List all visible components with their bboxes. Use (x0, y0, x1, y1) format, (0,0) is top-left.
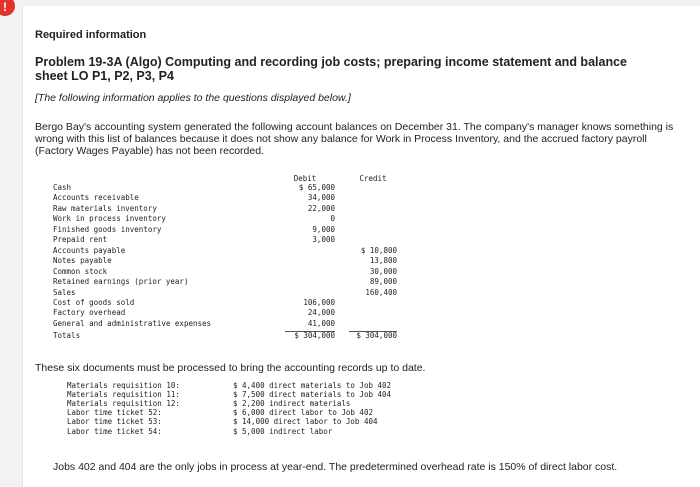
debit-amount: $ 304,000 (294, 331, 335, 341)
debit-amount: $ 65,000 (298, 183, 335, 192)
credit-amount (341, 319, 397, 329)
credit-amount (341, 308, 397, 318)
account-name: Accounts receivable (53, 193, 139, 203)
account-name: Notes payable (53, 256, 112, 266)
document-name: Materials requisition 12: (67, 399, 180, 409)
credit-amount (341, 214, 397, 224)
credit-amount: $ 10,800 (360, 245, 397, 255)
document-name: Materials requisition 10: (67, 381, 180, 390)
debit-amount (279, 277, 335, 287)
document-detail: $ 6,000 direct labor to Job 402 (233, 408, 373, 418)
debit-amount (279, 288, 335, 298)
debit-amount (279, 246, 335, 256)
document-detail: $ 2,200 indirect materials (233, 399, 351, 409)
credit-amount: 160,400 (365, 287, 397, 297)
document-name: Labor time ticket 52: (67, 408, 162, 418)
debit-amount: 0 (330, 214, 335, 224)
debit-header: Debit (293, 174, 317, 183)
debit-amount: 3,000 (312, 235, 335, 245)
debit-amount (279, 256, 335, 266)
documents-intro: These six documents must be processed to bring the accounting records up to date. (35, 362, 426, 374)
credit-amount (341, 225, 397, 235)
account-name: Factory overhead (53, 308, 126, 318)
debit-amount: 9,000 (312, 224, 335, 234)
document-name: Labor time ticket 53: (67, 417, 162, 427)
document-name: Materials requisition 11: (67, 390, 180, 400)
footer-note: Jobs 402 and 404 are the only jobs in process at year-end. The predetermined overhead rate is 150% of direct labor cost. (53, 461, 618, 473)
debit-amount: 34,000 (307, 193, 335, 203)
credit-amount (341, 235, 397, 245)
problem-title: Problem 19-3A (Algo) Computing and recording job costs; preparing income statement and balance sheet LO P1, P2, P3, P4 (35, 55, 627, 83)
debit-amount: 106,000 (303, 297, 335, 307)
account-name: Cost of goods sold (53, 297, 135, 307)
account-name: Sales (53, 287, 76, 297)
document-detail: $ 14,000 direct labor to Job 404 (233, 417, 378, 427)
account-name: Raw materials inventory (53, 203, 157, 213)
credit-header: Credit (359, 174, 387, 183)
document-name: Labor time ticket 54: (67, 426, 162, 436)
debit-amount: 24,000 (307, 308, 335, 318)
credit-amount: 30,000 (369, 266, 397, 276)
credit-total-rule (349, 331, 397, 332)
credit-amount (341, 193, 397, 203)
account-name: Prepaid rent (53, 235, 108, 245)
debit-amount: 41,000 (307, 318, 335, 328)
account-name: Totals (53, 331, 81, 341)
credit-amount (341, 183, 397, 193)
credit-amount (341, 204, 397, 214)
credit-amount: 89,000 (369, 277, 397, 287)
credit-amount: 13,800 (369, 256, 397, 266)
instruction-note: [The following information applies to the questions displayed below.] (35, 92, 351, 104)
alert-icon: ! (0, 0, 15, 16)
document-detail: $ 4,400 direct materials to Job 402 (233, 381, 392, 390)
credit-amount: $ 304,000 (356, 331, 397, 341)
account-name: Retained earnings (prior year) (53, 277, 189, 287)
document-detail: $ 7,500 direct materials to Job 404 (233, 390, 392, 400)
account-name: Cash (53, 183, 72, 192)
account-name: Accounts payable (53, 245, 126, 255)
account-name: Work in process inventory (53, 214, 166, 224)
debit-total-rule (285, 331, 335, 332)
account-name: Common stock (53, 266, 108, 276)
section-heading: Required information (35, 29, 147, 41)
problem-card (22, 6, 700, 487)
credit-amount (341, 298, 397, 308)
debit-amount (279, 267, 335, 277)
document-detail: $ 5,000 indirect labor (233, 426, 333, 436)
debit-amount: 22,000 (307, 203, 335, 213)
account-name: General and administrative expenses (53, 318, 212, 328)
problem-description: Bergo Bay's accounting system generated the following account balances on December 31. The company's manager knows something is wrong with this list of balances because it does not show any balance for Work in Process Inventory, and the accrued factory payroll (Factory Wages Payable) has not been recorded. (35, 121, 674, 157)
account-name: Finished goods inventory (53, 224, 162, 234)
